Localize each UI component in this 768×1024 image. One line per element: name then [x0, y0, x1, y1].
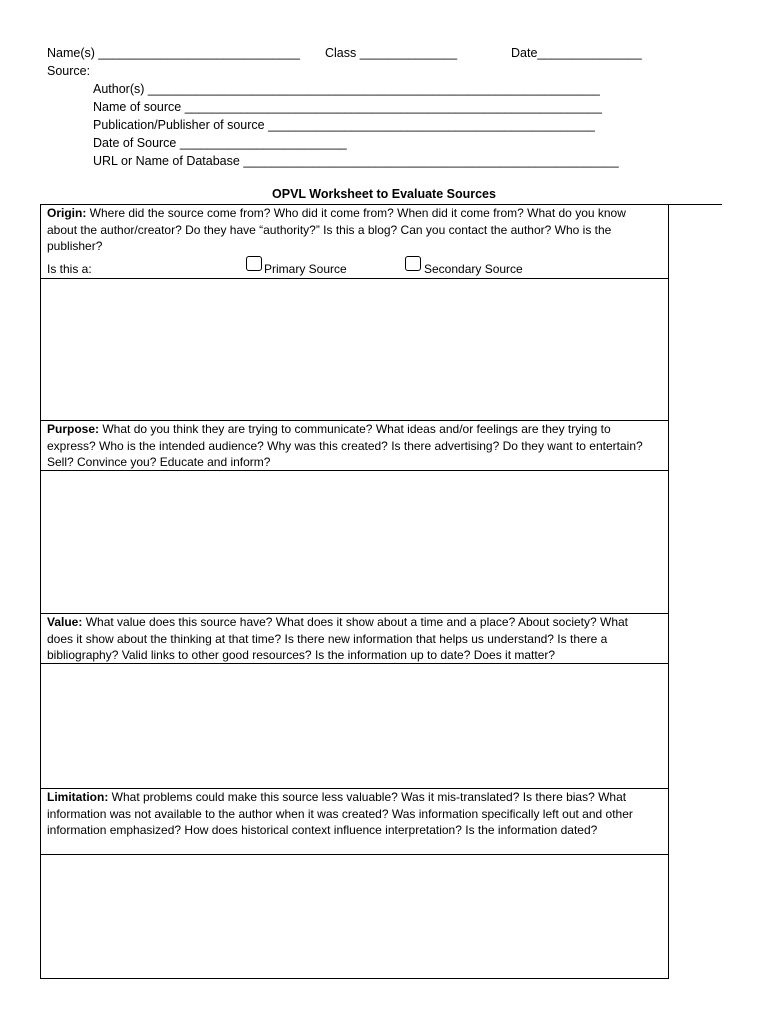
author-blank[interactable]: _________________________________________________________________	[147, 82, 600, 96]
origin-text: Where did the source come from? Who did it come from? When did it come from? What do you know about the author/creator? Do they have “authority?” Is this a blog? Can you contact the author? Who is the publisher?	[47, 206, 626, 253]
table-right-border	[668, 204, 669, 978]
class-blank[interactable]: ______________	[359, 46, 458, 60]
purpose-answer-area[interactable]	[41, 471, 668, 613]
value-text: What value does this source have? What does it show about a time and a place? About society? What does it show about the thinking at that time? Is there new information that helps us understand? Is there a bibliography? Valid links to other good resources? Is the information up to date? Does it matter?	[47, 615, 629, 662]
origin-answer-area[interactable]	[41, 279, 668, 420]
table-bottom-border	[40, 978, 669, 979]
limitation-text: What problems could make this source less valuable? Was it mis-translated? Is there bias? What information was not available to the author when it was created? Was information specifically left out and other information emphasized? How does historical context influence interpretation? Is the information dated?	[47, 790, 633, 837]
class-label: Class	[325, 46, 357, 60]
url-field[interactable]	[93, 153, 619, 169]
worksheet-title: OPVL Worksheet to Evaluate Sources	[272, 187, 496, 201]
author-label: Author(s)	[93, 82, 145, 96]
value-prompt	[47, 614, 657, 664]
date-of-source-blank[interactable]: ________________________	[179, 136, 347, 150]
name-label: Name(s)	[47, 46, 95, 60]
name-of-source-field[interactable]	[93, 99, 602, 115]
name-of-source-blank[interactable]: ____________________________________________________________	[184, 100, 602, 114]
name-field[interactable]	[47, 45, 300, 61]
publication-label: Publication/Publisher of source	[93, 118, 265, 132]
limitation-answer-area[interactable]	[41, 855, 668, 978]
origin-prompt	[47, 205, 657, 255]
author-field[interactable]	[93, 81, 600, 97]
is-this-label: Is this a:	[47, 262, 92, 276]
origin-heading: Origin:	[47, 206, 87, 220]
secondary-source-label: Secondary Source	[424, 262, 523, 276]
url-blank[interactable]: ______________________________________________________	[243, 154, 619, 168]
value-answer-area[interactable]	[41, 664, 668, 788]
value-heading: Value:	[47, 615, 83, 629]
purpose-text: What do you think they are trying to communicate? What ideas and/or feelings are they trying to express? Who is the intended audience? Why was this created? Is there advertising? Do they want to entertain? Sell? Convince you? Educate and inform?	[47, 422, 643, 469]
limitation-prompt	[47, 789, 657, 839]
url-label: URL or Name of Database	[93, 154, 240, 168]
class-field[interactable]	[325, 45, 457, 61]
source-label: Source:	[47, 64, 91, 78]
purpose-prompt	[47, 421, 657, 471]
name-of-source-label: Name of source	[93, 100, 182, 114]
date-of-source-field[interactable]	[93, 135, 347, 151]
date-label: Date	[511, 46, 538, 60]
name-blank[interactable]: _____________________________	[98, 46, 301, 60]
purpose-heading: Purpose:	[47, 422, 100, 436]
primary-source-checkbox[interactable]	[246, 256, 262, 271]
date-blank[interactable]: _______________	[537, 46, 642, 60]
date-field[interactable]	[511, 45, 642, 61]
date-of-source-label: Date of Source	[93, 136, 177, 150]
limitation-heading: Limitation:	[47, 790, 109, 804]
publication-blank[interactable]: _______________________________________________	[268, 118, 595, 132]
primary-source-label: Primary Source	[264, 262, 347, 276]
publication-field[interactable]	[93, 117, 595, 133]
secondary-source-checkbox[interactable]	[405, 256, 421, 271]
